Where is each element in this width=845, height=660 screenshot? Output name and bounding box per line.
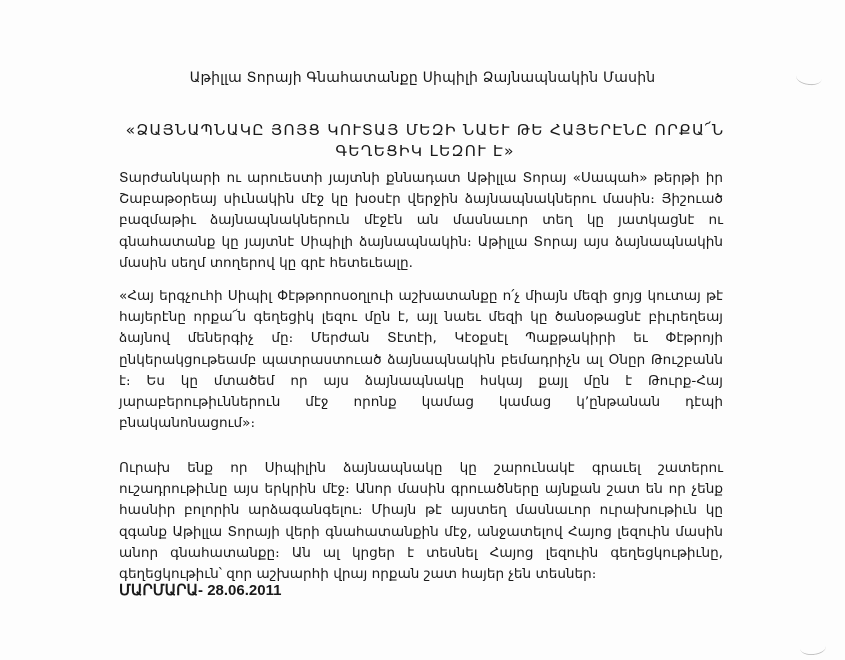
scan-artifact-bottom xyxy=(799,639,826,657)
article-subtitle: Աթիլլա Տորայի Գնահատանքը Սիպիլի Ձայնապնակին Մասին xyxy=(189,70,656,86)
paragraph-quote: «Հայ երգչուհի Սիպիլ Փէթթորոսօղլուի աշխատանքը ո՛չ միայն մեզի ցոյց կուտայ թէ հայերէնը որքա՜ն գեղեցիկ լեզու մըն է, այլ նաեւ մեզի կը ծանօթացնէ բիւրեղեայ ձայնով մեներգիչ մը։ Մերժան Տէտէի, Կէօքսէլ Պաքթակիրի եւ Փէթրոյի ընկերակցութեամբ պատրաստուած ձայնապնակին բեմադրիչն ալ Օնըր Թուշբանն է։ Ես կը մտածեմ որ այս ձայնապնակը հսկայ քայլ մըն է Թուրք-Հայ յարաբերութիւններուն մէջ որոնք կամաց կամաց կ՚ընթանան դէպի բնականոնացում»։ xyxy=(119,288,723,432)
paragraph-commentary: Ուրախ ենք որ Սիպիլին ձայնապնակը կը շարունակէ գրաւել շատերու ուշադրութիւնը այս երկրին մէջ։ Անոր մասին գրուածները այնքան շատ են որ չենք հասնիր բոլորին արձագանգելու։ Միայն թէ այստեղ մասնաւոր ուրախութիւն կը զգանք Աթիլլա Տորայի վերի գնահատանքին մէջ, անջատելով Հայոց լեզուին մասին անոր գնահատանքը։ Ան ալ կրցեր է տեսնել Հայոց լեզուին գեղեցկութիւնը, գեղեցկութիւն՝ զոր աշխարհի վրայ որքան շատ հայեր չեն տեսներ։ xyxy=(119,460,723,583)
source-signature: ՄԱՐՄԱՐԱ- 28.06.2011 xyxy=(119,582,282,599)
article-headline: «ՁԱՅՆԱՊՆԱԿԸ ՅՈՅՑ ԿՈՒՏԱՅ ՄԵԶԻ ՆԱԵՒ ԹԵ ՀԱՅԵՐԷՆԸ ՈՐՔԱ՜Ն ԳԵՂԵՑԻԿ ԼԵԶՈՒ Է» xyxy=(125,121,725,160)
paragraph-intro: Տարժանկարի ու արուեստի յայտնի քննադատ Աթիլլա Տորայ «Սապահ» թերթի իր Շաբաթօրեայ սիւնակին մէջ կը խօսէր վերջին ձայնապնակներու մասին։ Յիշուած բազմաթիւ ձայնապնակներուն մէջէն ան մասնաւոր տեղ կը յատկացնէ ու գնահատանք կը յայտնէ Սիպիլի ձայնապնակին։ Աթիլլա Տորայ այս ձայնապնակին մասին սեղմ տողերով կը գրէ հետեւեալը. xyxy=(119,170,723,271)
